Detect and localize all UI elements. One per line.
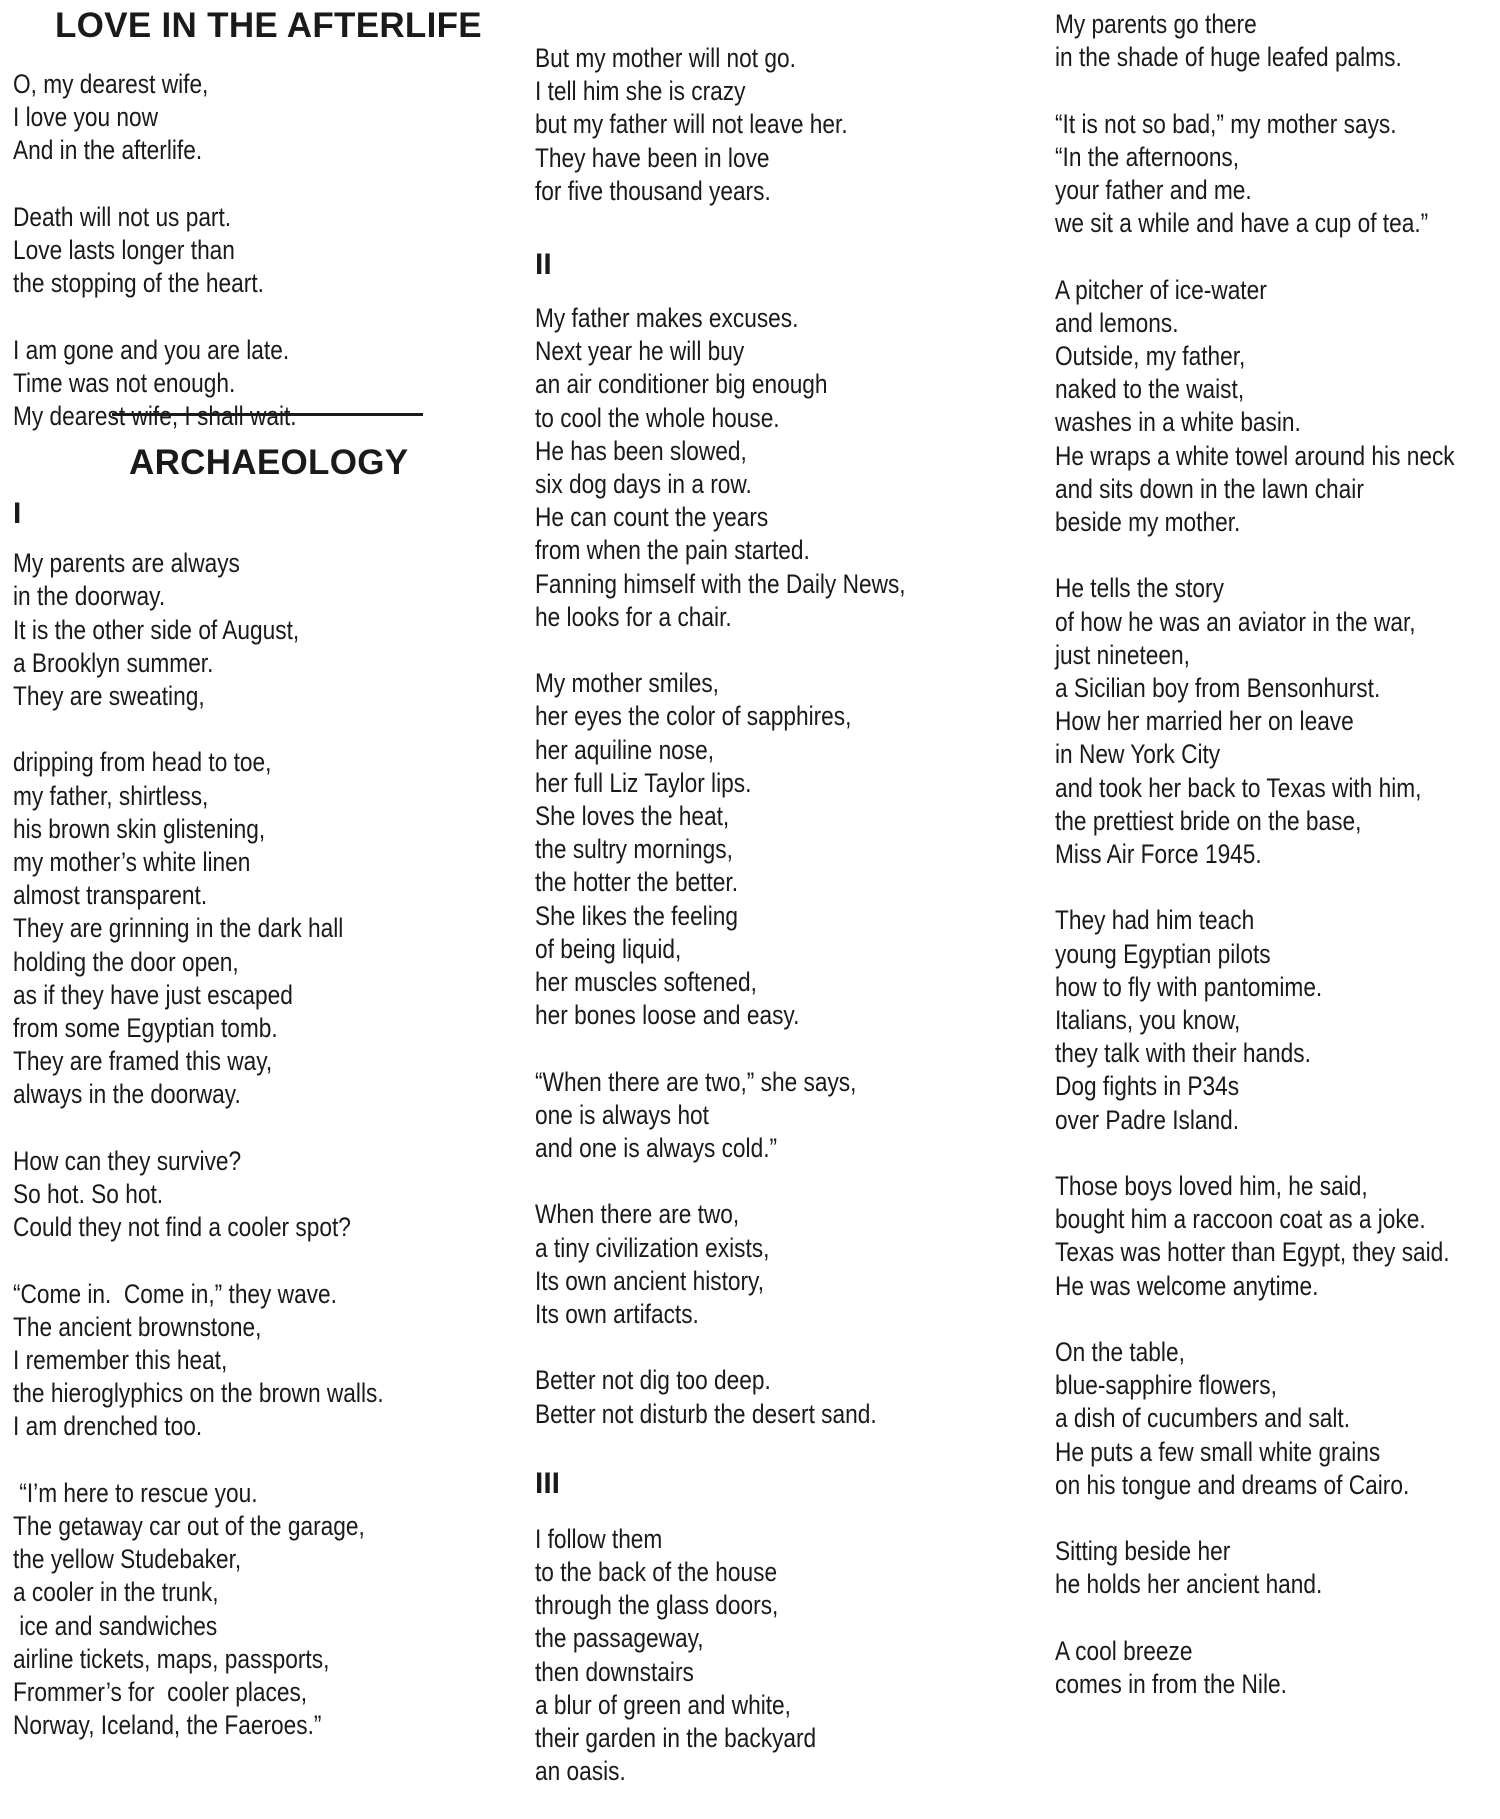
poem-line: always in the doorway.	[13, 1079, 241, 1110]
poem-line: And in the afterlife.	[13, 135, 203, 166]
poem-line: Love lasts longer than	[13, 235, 235, 265]
poem-line: your father and me.	[1055, 175, 1252, 205]
poem-line: an oasis.	[535, 1756, 626, 1787]
poem-line: They have been in love	[535, 142, 770, 173]
poem-line: his brown skin glistening,	[13, 813, 266, 844]
poem-line: I remember this heat,	[13, 1345, 228, 1376]
poem-line: in the shade of huge leafed palms.	[1055, 42, 1402, 73]
poem-line: Frommer’s for cooler places,	[13, 1677, 308, 1708]
poem-title-archaeology: ARCHAEOLOGY	[129, 443, 409, 483]
poem-line: He puts a few small white grains	[1055, 1436, 1381, 1467]
stanza	[13, 1278, 433, 1444]
poem-line: How her married her on leave	[1055, 706, 1354, 737]
poem-line: a cooler in the trunk,	[13, 1577, 219, 1608]
poem-line: They are sweating,	[13, 681, 205, 712]
poem-line: from some Egyptian tomb.	[13, 1013, 278, 1044]
poem-line: of being liquid,	[535, 933, 682, 964]
poem-line: on his tongue and dreams of Cairo.	[1055, 1469, 1410, 1500]
poem-line: “It is not so bad,” my mother says.	[1055, 108, 1397, 139]
stanza	[1055, 1535, 1429, 1601]
poem-line: how to fly with pantomime.	[1055, 971, 1323, 1002]
poem-line: I am drenched too.	[13, 1411, 203, 1442]
poem-line: So hot. So hot.	[13, 1179, 164, 1210]
poem-line: then downstairs	[535, 1656, 694, 1687]
poem-line: Outside, my father,	[1055, 341, 1246, 371]
poem-line: bought him a raccoon coat as a joke.	[1055, 1204, 1426, 1235]
poem-line: Time was not enough.	[13, 367, 236, 398]
archaeology-part-ii-body	[535, 302, 955, 1431]
poem-line: airline tickets, maps, passports,	[13, 1643, 330, 1674]
poem-line: almost transparent.	[13, 880, 208, 911]
poem-line: ice and sandwiches	[13, 1610, 218, 1641]
poem-line: “I’m here to rescue you.	[13, 1477, 258, 1508]
poem-line: for five thousand years.	[535, 175, 771, 206]
poem-line: naked to the waist,	[1055, 374, 1245, 405]
poem-line: they talk with their hands.	[1055, 1038, 1311, 1069]
poem-line: comes in from the Nile.	[1055, 1669, 1287, 1700]
poem-line: Its own artifacts.	[535, 1299, 699, 1330]
poem-line: one is always hot	[535, 1099, 709, 1130]
poem-line: My parents are always	[13, 548, 240, 579]
stanza	[535, 42, 955, 208]
poem-line: the passageway,	[535, 1623, 704, 1654]
poem-line: “In the afternoons,	[1055, 141, 1240, 172]
stanza	[13, 1477, 433, 1743]
poem-line: It is the other side of August,	[13, 614, 300, 645]
stanza	[1055, 572, 1429, 871]
stanza	[13, 68, 433, 168]
poem-line: my father, shirtless,	[13, 780, 209, 811]
poem-line: the sultry mornings,	[535, 834, 733, 865]
poem-line: The ancient brownstone,	[13, 1311, 262, 1342]
poem-line: beside my mother.	[1055, 507, 1241, 538]
poem-line: He wraps a white towel around his neck	[1055, 440, 1455, 471]
stanza	[535, 1364, 955, 1430]
poem-line: as if they have just escaped	[13, 979, 293, 1010]
poem-line: her muscles softened,	[535, 967, 757, 998]
poem-line: “Come in. Come in,” they wave.	[13, 1278, 337, 1309]
poem-line: But my mother will not go.	[535, 43, 796, 73]
poem-line: Next year he will buy	[535, 336, 745, 367]
stanza	[1055, 1170, 1450, 1303]
poem-line: a Brooklyn summer.	[13, 647, 214, 678]
poem-line: He tells the story	[1055, 573, 1224, 604]
poem-line: The getaway car out of the garage,	[13, 1511, 365, 1542]
poem-line: the yellow Studebaker,	[13, 1544, 242, 1575]
stanza	[535, 1523, 955, 1789]
poem-line: young Egyptian pilots	[1055, 938, 1271, 969]
poem-line: Miss Air Force 1945.	[1055, 839, 1262, 870]
poem-line: He was welcome anytime.	[1055, 1270, 1319, 1301]
poem-line: blue-sapphire flowers,	[1055, 1370, 1277, 1401]
archaeology-part-iii-body	[535, 1523, 955, 1789]
poem-line: and sits down in the lawn chair	[1055, 473, 1364, 504]
archaeology-part-i-continued	[535, 42, 955, 208]
poem-line: She likes the feeling	[535, 900, 738, 931]
poem-line: Dog fights in P34s	[1055, 1071, 1240, 1102]
poem-line: an air conditioner big enough	[535, 369, 828, 400]
poem-line: My mother smiles,	[535, 668, 719, 699]
poem-line: a dish of cucumbers and salt.	[1055, 1403, 1350, 1434]
poem-line: her bones loose and easy.	[535, 1000, 800, 1031]
poem-line: Those boys loved him, he said,	[1055, 1171, 1368, 1202]
stanza	[535, 1066, 955, 1166]
poem-line: the hotter the better.	[535, 867, 739, 898]
poem-line: Fanning himself with the Daily News,	[535, 568, 906, 599]
poem-line: to cool the whole house.	[535, 402, 780, 433]
poem-line: I love you now	[13, 102, 158, 133]
section-numeral-i: I	[13, 497, 22, 531]
poem-line: but my father will not leave her.	[535, 109, 848, 140]
poem-line: in New York City	[1055, 739, 1221, 770]
poem-line: “When there are two,” she says,	[535, 1066, 857, 1097]
stanza	[1055, 8, 1429, 74]
column-3	[1055, 8, 1500, 1701]
poem-line: the hieroglyphics on the brown walls.	[13, 1378, 384, 1409]
poem-line: a tiny civilization exists,	[535, 1232, 770, 1263]
poem-line: They had him teach	[1055, 905, 1255, 936]
poem-line: her eyes the color of sapphires,	[535, 701, 852, 732]
poem-line: six dog days in a row.	[535, 469, 752, 500]
poem-line: How can they survive?	[13, 1145, 242, 1176]
poem-line: Death will not us part.	[13, 201, 232, 232]
stanza	[535, 302, 955, 634]
section-numeral-iii: III	[535, 1466, 561, 1500]
poem-line: A cool breeze	[1055, 1635, 1193, 1666]
poem-line: over Padre Island.	[1055, 1104, 1240, 1135]
stanza	[13, 334, 433, 434]
section-numeral-ii: II	[535, 248, 552, 282]
stanza	[13, 1145, 433, 1245]
poem-line: O, my dearest wife,	[13, 69, 209, 99]
poem-line: He has been slowed,	[535, 435, 747, 466]
stanza	[1055, 108, 1429, 241]
stanza	[13, 201, 433, 301]
poem-line: Texas was hotter than Egypt, they said.	[1055, 1237, 1450, 1268]
poem-line: the stopping of the heart.	[13, 268, 264, 299]
poem-line: from when the pain started.	[535, 535, 810, 566]
poem-line: They are framed this way,	[13, 1046, 273, 1077]
poem-line: Norway, Iceland, the Faeroes.”	[13, 1710, 322, 1741]
poem-line: a Sicilian boy from Bensonhurst.	[1055, 673, 1381, 704]
poem-line: in the doorway.	[13, 581, 166, 612]
archaeology-part-iii-continued	[1055, 8, 1455, 1701]
poem-line: Sitting beside her	[1055, 1536, 1231, 1567]
poem-line: he holds her ancient hand.	[1055, 1569, 1323, 1600]
poem-line: Could they not find a cooler spot?	[13, 1212, 351, 1243]
poem-line: washes in a white basin.	[1055, 407, 1301, 438]
poem-line: My dearest wife, I shall wait.	[13, 401, 297, 431]
stanza	[1055, 274, 1455, 540]
poem-line: Italians, you know,	[1055, 1005, 1241, 1036]
poem-line: and one is always cold.”	[535, 1133, 778, 1164]
poem-line: a blur of green and white,	[535, 1689, 791, 1720]
column-2	[535, 42, 1035, 1788]
poem-line: I am gone and you are late.	[13, 334, 290, 365]
poem-line: My father makes excuses.	[535, 303, 799, 334]
poem-line: He can count the years	[535, 502, 769, 533]
stanza	[1055, 1336, 1429, 1502]
stanza	[13, 547, 433, 713]
poem-line: their garden in the backyard	[535, 1723, 817, 1754]
poem-line: holding the door open,	[13, 946, 239, 977]
poem-line: of how he was an aviator in the war,	[1055, 606, 1416, 637]
poem-title-love-in-the-afterlife: LOVE IN THE AFTERLIFE	[55, 6, 482, 45]
stanza	[535, 667, 955, 1032]
poem-line: I follow them	[535, 1523, 663, 1554]
poem-line: my mother’s white linen	[13, 847, 251, 878]
poem-line: dripping from head to toe,	[13, 747, 272, 778]
poem-line: he looks for a chair.	[535, 601, 732, 632]
stanza	[1055, 1635, 1429, 1701]
poem-line: and lemons.	[1055, 307, 1179, 338]
poem-line: just nineteen,	[1055, 639, 1190, 670]
poem-line: Its own ancient history,	[535, 1265, 765, 1296]
poem-line: My parents go there	[1055, 9, 1257, 39]
poem-body-love-in-the-afterlife	[13, 68, 433, 433]
stanza	[535, 1198, 955, 1331]
poem-line: the prettiest bride on the base,	[1055, 805, 1362, 836]
poem-line: through the glass doors,	[535, 1590, 779, 1621]
poem-line: When there are two,	[535, 1199, 740, 1230]
stanza	[13, 746, 433, 1111]
poem-line: to the back of the house	[535, 1557, 778, 1588]
poem-line: and took her back to Texas with him,	[1055, 772, 1422, 803]
poem-line: She loves the heat,	[535, 801, 730, 832]
poem-line: her full Liz Taylor lips.	[535, 767, 752, 798]
poem-line: Better not dig too deep.	[535, 1365, 771, 1396]
poem-line: we sit a while and have a cup of tea.”	[1055, 208, 1429, 239]
poem-line: They are grinning in the dark hall	[13, 913, 344, 944]
poem-line: On the table,	[1055, 1337, 1185, 1368]
poem-line: Better not disturb the desert sand.	[535, 1398, 877, 1429]
column-1	[13, 0, 513, 1742]
stanza	[1055, 904, 1429, 1136]
archaeology-part-i-body	[13, 547, 433, 1742]
poem-line: her aquiline nose,	[535, 734, 715, 765]
poem-line: I tell him she is crazy	[535, 76, 746, 107]
poem-line: A pitcher of ice-water	[1055, 274, 1267, 305]
